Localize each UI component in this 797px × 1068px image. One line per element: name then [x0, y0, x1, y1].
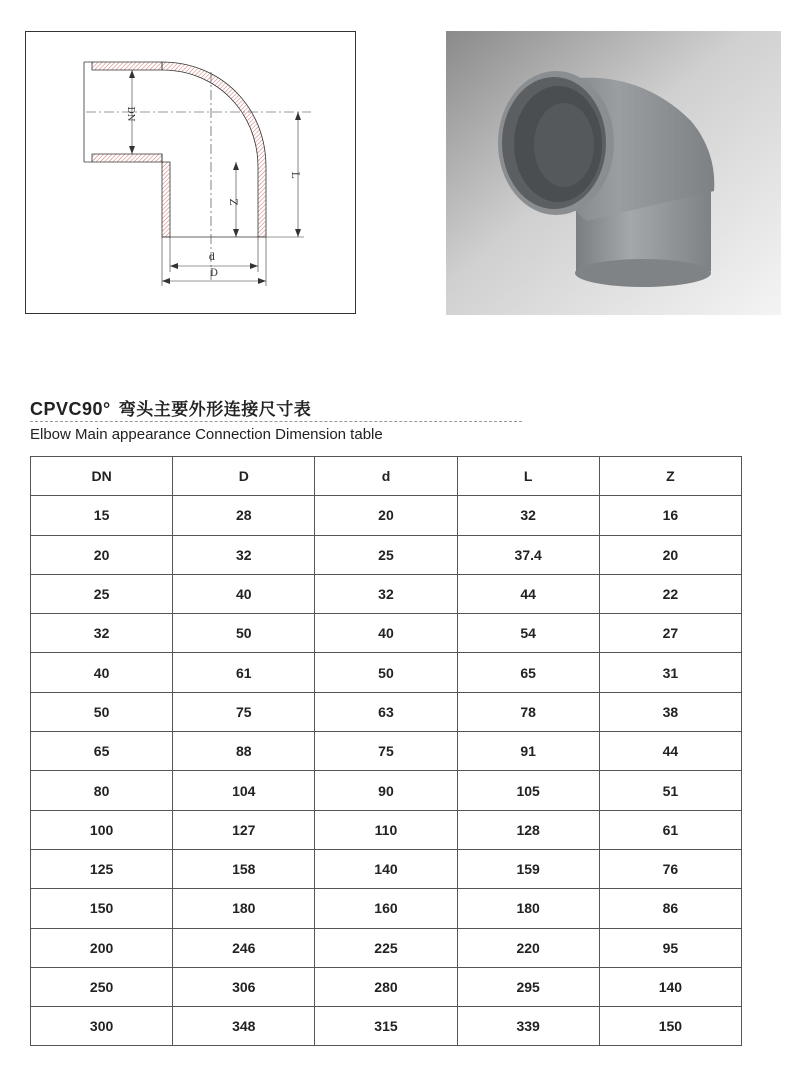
table-cell: 348 [173, 1007, 315, 1046]
table-cell: 88 [173, 732, 315, 771]
outer-curve-wall [162, 62, 266, 237]
table-row [31, 967, 742, 1006]
table-cell: 40 [315, 614, 457, 653]
table-cell: 25 [315, 535, 457, 574]
d-small-label: d [208, 252, 216, 263]
left-socket-wall [162, 154, 170, 237]
table-row [31, 692, 742, 731]
table-cell: 25 [31, 574, 173, 613]
table-row [31, 732, 742, 771]
table-cell: 32 [31, 614, 173, 653]
table-row [31, 771, 742, 810]
table-cell: 31 [599, 653, 741, 692]
table-cell: 200 [31, 928, 173, 967]
column-header-d-outer: D [173, 457, 315, 496]
table-cell: 20 [599, 535, 741, 574]
table-cell: 50 [315, 653, 457, 692]
table-cell: 16 [599, 496, 741, 535]
table-cell: 125 [31, 849, 173, 888]
table-cell: 80 [31, 771, 173, 810]
column-header-d-inner: d [315, 457, 457, 496]
table-cell: 51 [599, 771, 741, 810]
table-row [31, 574, 742, 613]
table-row [31, 889, 742, 928]
table-row [31, 653, 742, 692]
column-header-dn: DN [31, 457, 173, 496]
table-row [31, 1007, 742, 1046]
table-header-row [31, 457, 742, 496]
l-label: L [289, 171, 300, 179]
table-cell: 63 [315, 692, 457, 731]
table-cell: 40 [31, 653, 173, 692]
table-cell: 306 [173, 967, 315, 1006]
table-cell: 50 [173, 614, 315, 653]
elbow-cross-section-diagram [25, 31, 356, 314]
table-cell: 158 [173, 849, 315, 888]
title-divider [30, 421, 522, 422]
table-cell: 61 [173, 653, 315, 692]
top-socket-wall [84, 62, 162, 70]
table-cell: 91 [457, 732, 599, 771]
table-cell: 75 [173, 692, 315, 731]
table-cell: 105 [457, 771, 599, 810]
z-label: Z [227, 198, 238, 206]
table-cell: 15 [31, 496, 173, 535]
table-cell: 104 [173, 771, 315, 810]
elbow-photo-drawing [446, 31, 781, 315]
table-row [31, 928, 742, 967]
table-cell: 90 [315, 771, 457, 810]
column-header-z: Z [599, 457, 741, 496]
table-cell: 50 [31, 692, 173, 731]
table-cell: 75 [315, 732, 457, 771]
table-cell: 250 [31, 967, 173, 1006]
table-cell: 65 [457, 653, 599, 692]
table-row [31, 849, 742, 888]
table-cell: 28 [173, 496, 315, 535]
table-cell: 300 [31, 1007, 173, 1046]
table-cell: 32 [173, 535, 315, 574]
table-cell: 37.4 [457, 535, 599, 574]
table-cell: 180 [173, 889, 315, 928]
table-cell: 140 [599, 967, 741, 1006]
table-cell: 315 [315, 1007, 457, 1046]
table-cell: 76 [599, 849, 741, 888]
diagram-drawing [26, 32, 357, 315]
table-cell: 159 [457, 849, 599, 888]
table-cell: 38 [599, 692, 741, 731]
table-subtitle: Elbow Main appearance Connection Dimension table [30, 426, 383, 443]
table-cell: 44 [457, 574, 599, 613]
table-cell: 44 [599, 732, 741, 771]
dn-label: DN [125, 106, 135, 122]
table-cell: 128 [457, 810, 599, 849]
d-large-label: D [209, 268, 219, 279]
table-cell: 32 [457, 496, 599, 535]
table-cell: 280 [315, 967, 457, 1006]
table-cell: 150 [599, 1007, 741, 1046]
table-cell: 110 [315, 810, 457, 849]
table-cell: 65 [31, 732, 173, 771]
table-cell: 54 [457, 614, 599, 653]
table-cell: 61 [599, 810, 741, 849]
table-cell: 225 [315, 928, 457, 967]
table-cell: 20 [315, 496, 457, 535]
table-cell: 160 [315, 889, 457, 928]
elbow-product-photo [446, 31, 781, 315]
table-cell: 27 [599, 614, 741, 653]
column-header-l: L [457, 457, 599, 496]
table-row [31, 614, 742, 653]
table-cell: 95 [599, 928, 741, 967]
table-title [30, 395, 311, 420]
table-cell: 180 [457, 889, 599, 928]
table-cell: 86 [599, 889, 741, 928]
title-chinese: 弯头主要外形连接尺寸表 [118, 400, 312, 420]
table-cell: 150 [31, 889, 173, 928]
table-cell: 78 [457, 692, 599, 731]
dimension-table [30, 456, 742, 1046]
table-cell: 32 [315, 574, 457, 613]
table-cell: 246 [173, 928, 315, 967]
table-row [31, 535, 742, 574]
table-row [31, 496, 742, 535]
table-cell: 295 [457, 967, 599, 1006]
title-prefix: CPVC90° [30, 399, 111, 419]
table-cell: 40 [173, 574, 315, 613]
table-cell: 220 [457, 928, 599, 967]
table-cell: 140 [315, 849, 457, 888]
table-cell: 127 [173, 810, 315, 849]
table-cell: 100 [31, 810, 173, 849]
bottom-socket-wall [84, 154, 162, 162]
table-cell: 20 [31, 535, 173, 574]
table-cell: 22 [599, 574, 741, 613]
table-cell: 339 [457, 1007, 599, 1046]
table-row [31, 810, 742, 849]
